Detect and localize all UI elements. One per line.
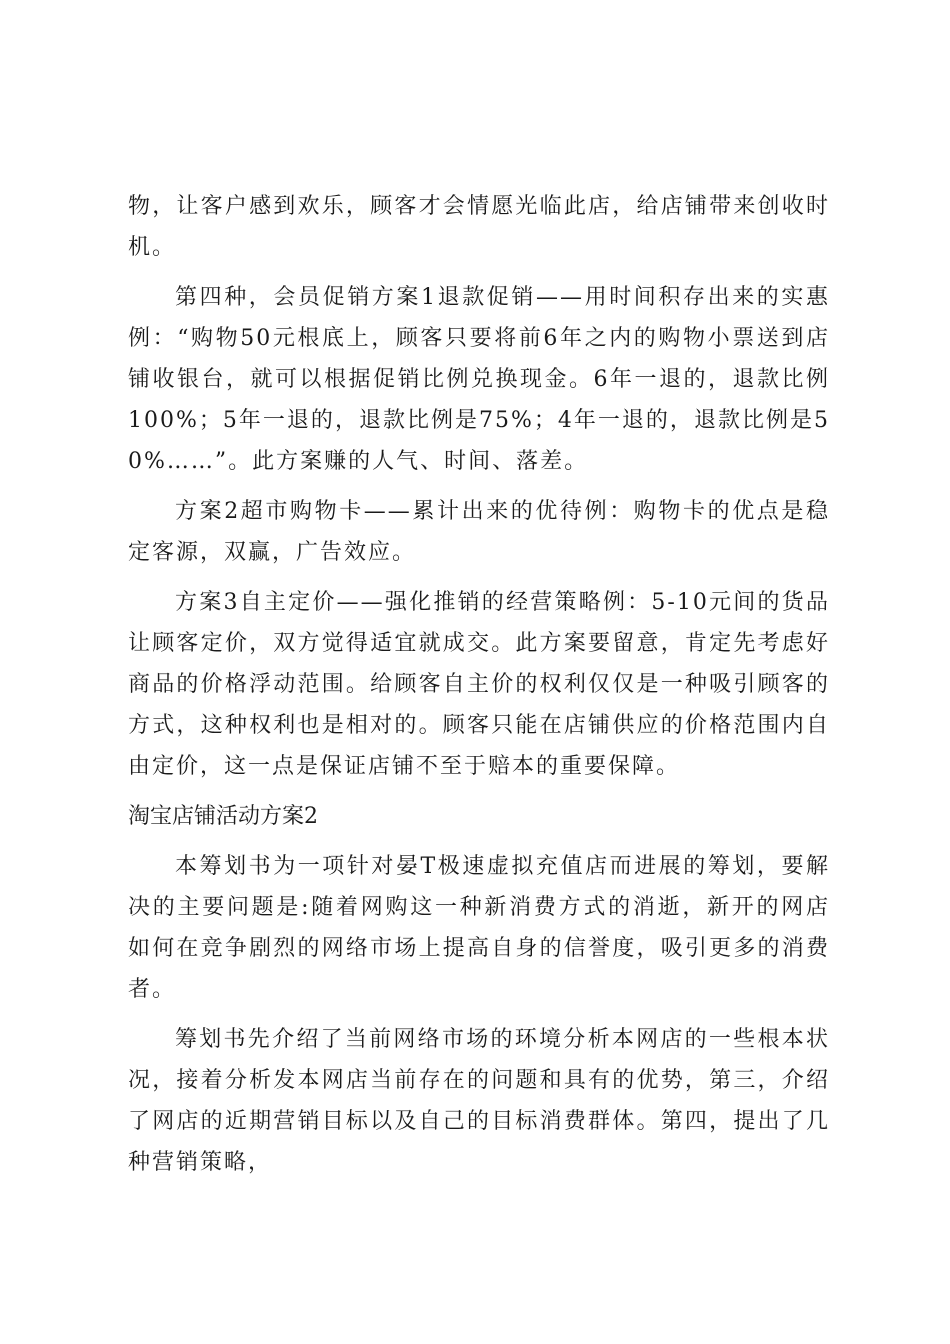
paragraph-shopping-card: 方案2超市购物卡——累计出来的优待例：购物卡的优点是稳定客源，双赢，广告效应。 [128,499,830,565]
paragraph-continuation: 物，让客户感到欢乐，顾客才会情愿光临此店，给店铺带来创收时机。 [128,194,830,260]
section-heading: 淘宝店铺活动方案2 [128,804,318,829]
paragraph-self-pricing: 方案3自主定价——强化推销的经营策略例：5-10元间的货品让顾客定价，双方觉得适宜就成交。此方案要留意，肯定先考虑好商品的价格浮动范围。给顾客自主价的权利仅仅是一种吸引顾客的方式，这种权利也是相对的。顾客只能在店铺供应的价格范围内自由定价，这一点是保证店铺不至于赔本的重要保障。 [128,590,830,779]
paragraph-member-promotion-refund: 第四种，会员促销方案1退款促销——用时间积存出来的实惠例：“购物50元根底上，顾客只要将前6年之内的购物小票送到店铺收银台，就可以根据促销比例兑换现金。6年一退的，退款比例100%；5年一退的，退款比例是75%；4年一退的，退款比例是50%……”。此方案赚的人气、时间、落差。 [128,285,830,474]
document-body [128,186,830,1192]
paragraph-plan-intro: 本筹划书为一项针对晏T极速虚拟充值店而进展的筹划，要解决的主要问题是:随着网购这一种新消费方式的消逝，新开的网店如何在竞争剧烈的网络市场上提高自身的信誉度，吸引更多的消费者。 [128,854,830,1002]
paragraph-plan-outline: 筹划书先介绍了当前网络市场的环境分析本网店的一些根本状况，接着分析发本网店当前存在的问题和具有的优势，第三，介绍了网店的近期营销目标以及自己的目标消费群体。第四，提出了几种营销策略， [128,1027,830,1175]
